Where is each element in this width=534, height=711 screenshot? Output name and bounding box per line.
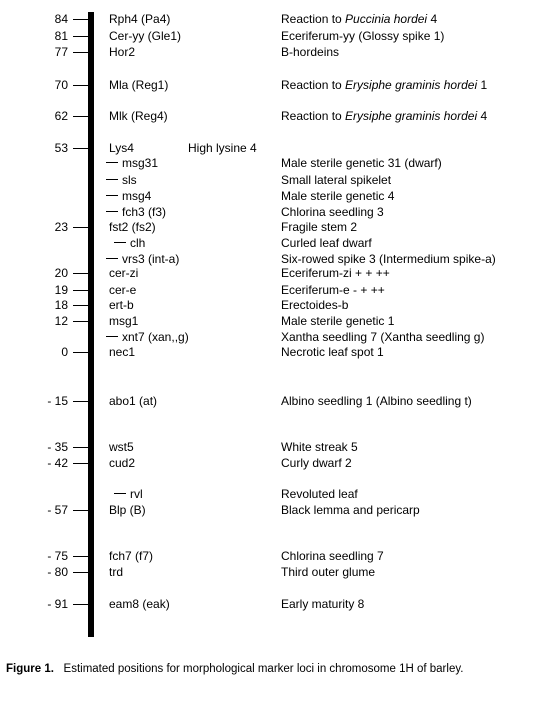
locus-extra-label: High lysine 4 xyxy=(188,141,257,155)
locus-description: Male sterile genetic 1 xyxy=(281,314,395,328)
locus-symbol: msg1 xyxy=(109,314,139,328)
position-tick xyxy=(73,352,88,353)
locus-description: Reaction to Erysiphe graminis hordei 4 xyxy=(281,109,488,123)
locus-symbol: xnt7 (xan,,g) xyxy=(106,330,189,344)
locus-symbol: fch3 (f3) xyxy=(106,205,166,219)
locus-description: Fragile stem 2 xyxy=(281,220,358,234)
locus-symbol: Cer-yy (Gle1) xyxy=(109,29,182,43)
locus-description: Male sterile genetic 4 xyxy=(281,189,395,203)
position-tick xyxy=(73,36,88,37)
locus-symbol: cud2 xyxy=(109,456,136,470)
position-tick xyxy=(73,52,88,53)
locus-position: 19 xyxy=(54,283,68,297)
locus-description: Male sterile genetic 31 (dwarf) xyxy=(281,156,442,170)
locus-description: Curled leaf dwarf xyxy=(281,236,372,250)
locus-description: Six-rowed spike 3 (Intermedium spike-a) xyxy=(281,252,496,266)
locus-symbol: Mlk (Reg4) xyxy=(109,109,168,123)
locus-symbol: abo1 (at) xyxy=(109,394,158,408)
locus-position: 0 xyxy=(61,345,68,359)
position-tick xyxy=(73,556,88,557)
position-tick xyxy=(73,604,88,605)
locus-position: 62 xyxy=(54,109,68,123)
locus-position: - 80 xyxy=(47,565,68,579)
locus-position: - 42 xyxy=(47,456,68,470)
locus-symbol: Rph4 (Pa4) xyxy=(109,12,171,26)
locus-position: - 57 xyxy=(47,503,68,517)
locus-symbol: wst5 xyxy=(109,440,134,454)
locus-symbol: cer-zi xyxy=(109,266,139,280)
position-tick xyxy=(73,447,88,448)
position-tick xyxy=(73,227,88,228)
locus-description: Curly dwarf 2 xyxy=(281,456,352,470)
locus-position: 12 xyxy=(54,314,68,328)
locus-description: White streak 5 xyxy=(281,440,358,454)
locus-symbol: fst2 (fs2) xyxy=(109,220,156,234)
locus-description: Eceriferum-zi + + ++ xyxy=(281,266,390,280)
figure-caption xyxy=(6,662,526,677)
locus-description: Black lemma and pericarp xyxy=(281,503,420,517)
locus-description: B-hordeins xyxy=(281,45,340,59)
locus-symbol: cer-e xyxy=(109,283,137,297)
position-tick xyxy=(73,85,88,86)
locus-position: 77 xyxy=(54,45,68,59)
locus-symbol: rvl xyxy=(114,487,143,501)
locus-position: 18 xyxy=(54,298,68,312)
position-tick xyxy=(73,290,88,291)
locus-symbol: Lys4 xyxy=(109,141,134,155)
locus-position: 53 xyxy=(54,141,68,155)
locus-position: 81 xyxy=(54,29,68,43)
locus-symbol: Blp (B) xyxy=(109,503,146,517)
locus-description: Xantha seedling 7 (Xantha seedling g) xyxy=(281,330,485,344)
locus-description: Eceriferum-e - + ++ xyxy=(281,283,385,297)
locus-symbol: ert-b xyxy=(109,298,134,312)
locus-description: Chlorina seedling 7 xyxy=(281,549,384,563)
locus-position: 84 xyxy=(54,12,68,26)
locus-description: Early maturity 8 xyxy=(281,597,365,611)
locus-position: 70 xyxy=(54,78,68,92)
locus-description: Eceriferum-yy (Glossy spike 1) xyxy=(281,29,445,43)
locus-symbol: trd xyxy=(109,565,124,579)
locus-description: Erectoides-b xyxy=(281,298,349,312)
chromosome-bar xyxy=(88,12,94,637)
locus-description: Revoluted leaf xyxy=(281,487,358,501)
position-tick xyxy=(73,19,88,20)
caption-label: Figure 1. xyxy=(6,663,54,675)
position-tick xyxy=(73,510,88,511)
position-tick xyxy=(73,401,88,402)
locus-description: Third outer glume xyxy=(281,565,376,579)
position-tick xyxy=(73,116,88,117)
position-tick xyxy=(73,148,88,149)
locus-symbol: eam8 (eak) xyxy=(109,597,170,611)
position-tick xyxy=(73,463,88,464)
locus-position: 23 xyxy=(54,220,68,234)
locus-symbol: sls xyxy=(106,173,137,187)
locus-symbol: fch7 (f7) xyxy=(109,549,154,563)
locus-symbol: nec1 xyxy=(109,345,136,359)
locus-symbol: msg31 xyxy=(106,156,158,170)
locus-symbol: vrs3 (int-a) xyxy=(106,252,179,266)
locus-symbol: Mla (Reg1) xyxy=(109,78,169,92)
locus-position: - 75 xyxy=(47,549,68,563)
position-tick xyxy=(73,273,88,274)
position-tick xyxy=(73,572,88,573)
locus-description: Albino seedling 1 (Albino seedling t) xyxy=(281,394,472,408)
locus-position: - 91 xyxy=(47,597,68,611)
locus-description: Reaction to Erysiphe graminis hordei 1 xyxy=(281,78,488,92)
locus-symbol: msg4 xyxy=(106,189,151,203)
locus-symbol: Hor2 xyxy=(109,45,136,59)
locus-symbol: clh xyxy=(114,236,145,250)
locus-description: Chlorina seedling 3 xyxy=(281,205,384,219)
locus-position: - 35 xyxy=(47,440,68,454)
position-tick xyxy=(73,321,88,322)
locus-position: - 15 xyxy=(47,394,68,408)
locus-description: Reaction to Puccinia hordei 4 xyxy=(281,12,438,26)
caption-text: Estimated positions for morphological marker loci in chromosome 1H of barley. xyxy=(63,663,464,675)
locus-position: 20 xyxy=(54,266,68,280)
locus-description: Small lateral spikelet xyxy=(281,173,392,187)
position-tick xyxy=(73,305,88,306)
locus-description: Necrotic leaf spot 1 xyxy=(281,345,384,359)
